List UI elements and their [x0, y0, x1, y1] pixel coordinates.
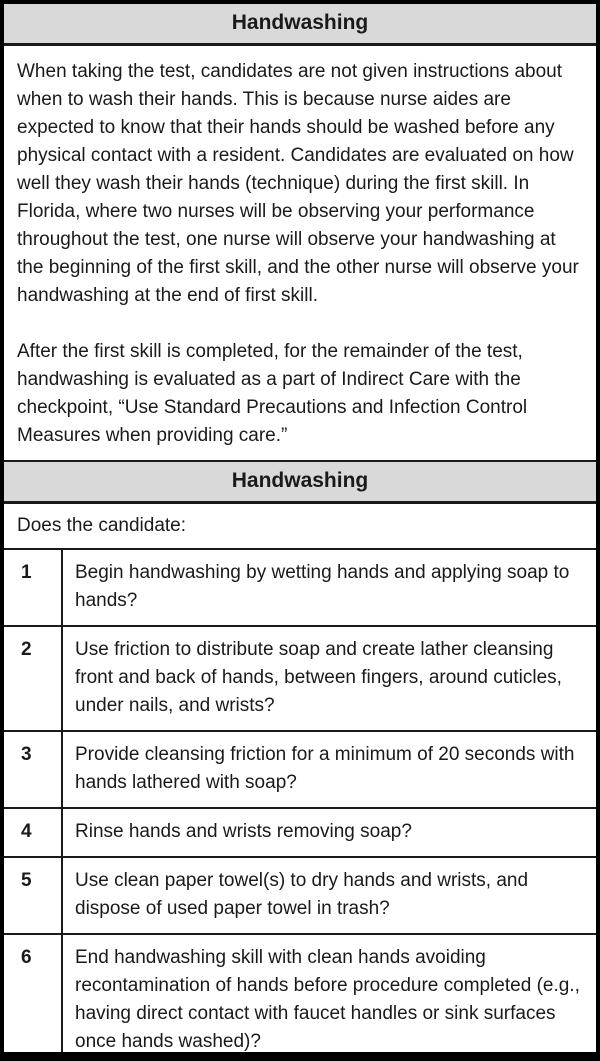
checklist-row-number: 1 [4, 550, 63, 625]
checklist-row-text: Provide cleansing friction for a minimum of 20 seconds with hands lathered with soap? [75, 744, 575, 793]
checklist-row-text: Use friction to distribute soap and create lather cleansing front and back of hands, between fingers, around cuticles, under nails, and wrists? [75, 639, 562, 716]
intro-paragraph-2: After the first skill is completed, for the remainder of the test, handwashing is evaluated as a part of Indirect Care with the checkpoint, “Use Standard Precautions and Infection Control Measures when providing care.” [17, 341, 528, 446]
intro-paragraph-1: When taking the test, candidates are not given instructions about when to wash their hands. This is because nurse aides are expected to know that their hands should be washed before any physical contact with a resident. Candidates are evaluated on how well they wash their hands (technique) during the first skill. In Florida, where two nurses will be observing your performance throughout the test, one nurse will observe your handwashing at the beginning of the first skill, and the other nurse will observe your handwashing at the end of first skill. [17, 61, 579, 306]
checklist-row-number: 4 [4, 809, 63, 856]
checklist-lead: Does the candidate: [4, 504, 596, 550]
checklist-row [4, 732, 596, 809]
checklist-row-text: End handwashing skill with clean hands avoiding recontamination of hands before procedure completed (e.g., having direct contact with faucet handles or sink surfaces once hands washed)? [75, 947, 580, 1052]
section-title-top: Handwashing [231, 11, 369, 34]
checklist-row-number: 2 [4, 627, 63, 730]
checklist-row-text: Begin handwashing by wetting hands and applying soap to hands? [75, 562, 570, 611]
checklist-row-number: 3 [4, 732, 63, 807]
checklist-row [4, 550, 596, 627]
section-header-top [4, 4, 596, 46]
checklist-row-number: 5 [4, 858, 63, 933]
checklist-row-text: Rinse hands and wrists removing soap? [75, 821, 412, 842]
checklist-row [4, 858, 596, 935]
checklist-row [4, 935, 596, 1061]
checklist-row-number: 6 [4, 935, 63, 1061]
checklist-row [4, 809, 596, 858]
checklist-row-text: Use clean paper towel(s) to dry hands and wrists, and dispose of used paper towel in trash? [75, 870, 529, 919]
section-title-checklist: Handwashing [231, 469, 369, 492]
section-header-checklist [4, 462, 596, 504]
intro-text-block [4, 46, 596, 462]
checklist-row [4, 627, 596, 732]
